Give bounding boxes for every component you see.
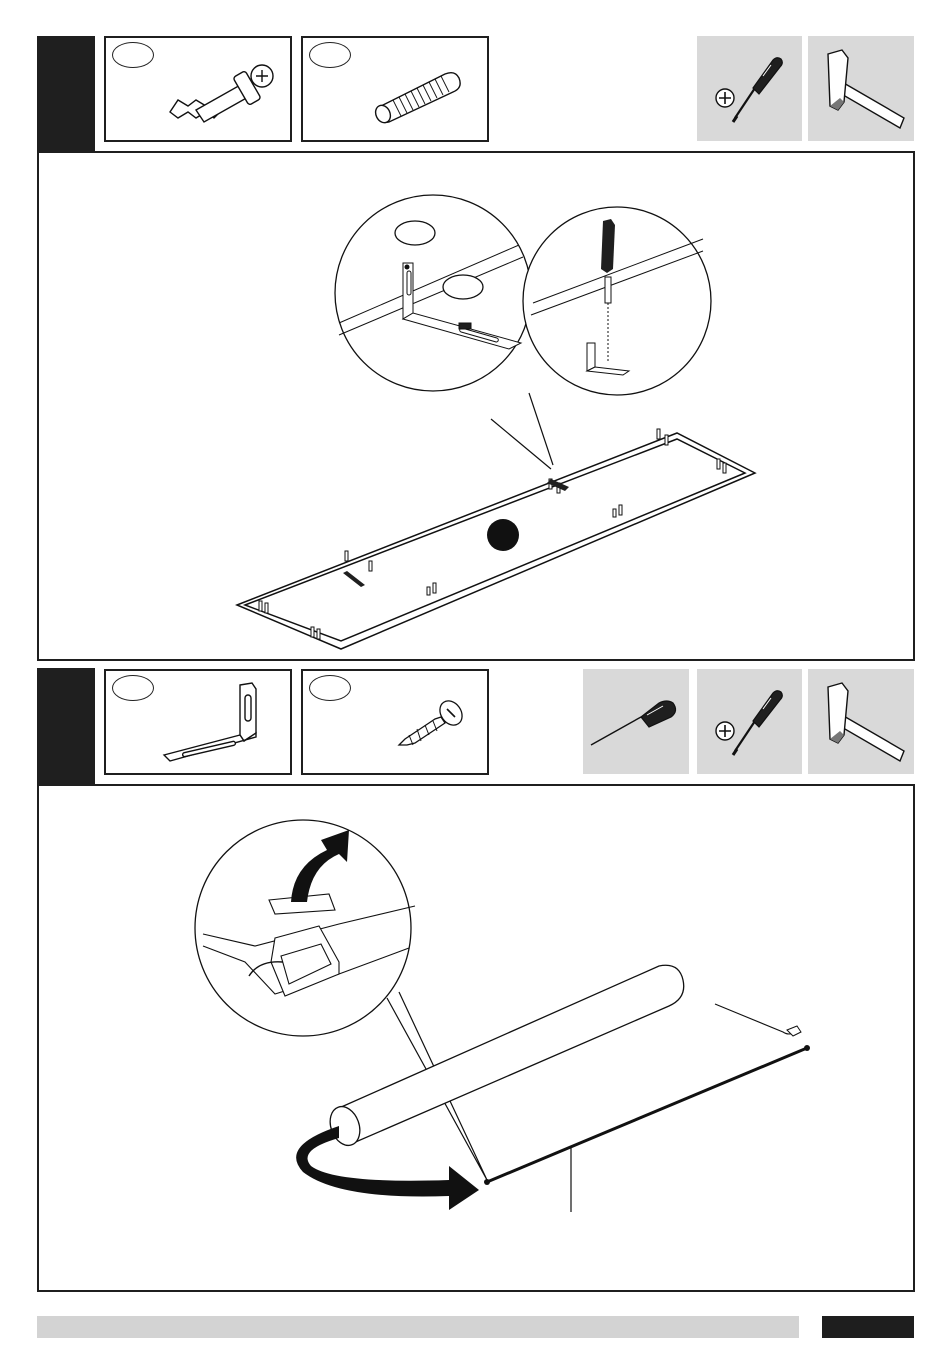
awl-icon	[583, 669, 689, 774]
part-label-bubble	[309, 675, 351, 701]
step-1-panel	[37, 151, 915, 661]
part-label-bubble	[112, 675, 154, 701]
part-wood-screw	[301, 669, 489, 775]
step-2-panel	[37, 784, 915, 1292]
page-number-tab	[822, 1316, 914, 1338]
part-label-bubble	[112, 42, 154, 68]
tool-awl	[583, 669, 689, 774]
footer-bar	[37, 1316, 799, 1338]
part-angle-bracket	[104, 669, 292, 775]
tool-screwdriver-2	[697, 669, 802, 774]
phillips-screwdriver-icon	[697, 669, 802, 774]
tool-screwdriver	[697, 36, 802, 141]
angle-bracket-icon	[156, 677, 286, 767]
phillips-screwdriver-icon	[697, 36, 802, 141]
part-cam-bolt	[104, 36, 292, 142]
step-2-illustration	[39, 786, 913, 1290]
hammer-icon	[808, 669, 914, 774]
part-dowel	[301, 36, 489, 142]
wood-screw-icon	[393, 693, 473, 753]
tool-hammer-2	[808, 669, 914, 774]
wooden-dowel-icon	[363, 60, 473, 130]
hammer-icon	[808, 36, 914, 141]
part-label-bubble	[309, 42, 351, 68]
black-dot-icon	[487, 519, 519, 551]
cam-bolt-icon	[156, 54, 286, 134]
step-1-illustration	[39, 153, 913, 659]
tool-hammer	[808, 36, 914, 141]
